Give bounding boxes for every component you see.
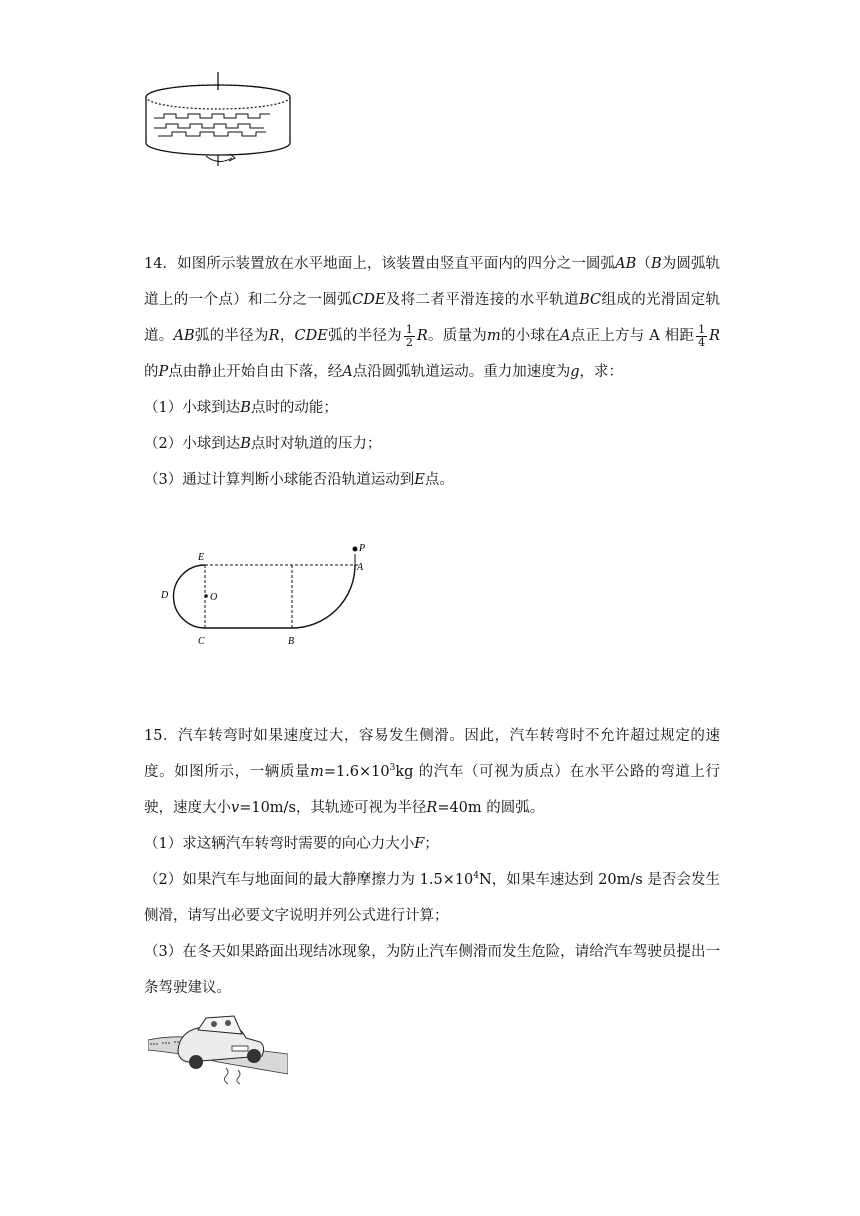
force-symbol: F xyxy=(414,836,425,852)
stem-text: 的小球在 xyxy=(500,328,560,344)
label-a: A xyxy=(357,562,364,573)
point-e-label: E xyxy=(414,472,425,488)
stem-text: 汽车转弯时如果速度过大，容易发生侧滑。因此，汽车转弯时不允许超过规定的速度。如图所示，一辆质量 xyxy=(144,728,720,780)
stem-text: ， xyxy=(279,328,295,344)
point-b-label: B xyxy=(240,400,251,416)
part-text: N，如果车速达到 20m/s 是否会发生侧滑，请写出必要文字说明并列公式进行计算； xyxy=(144,872,720,924)
stem-text: 组成的光滑固定轨道。 xyxy=(144,292,721,344)
question-14-stem xyxy=(144,246,720,390)
question-14-part-2 xyxy=(144,426,720,462)
track-diagram-figure xyxy=(155,540,375,650)
stem-text: 点沿圆弧轨道运动。重力加速度为 xyxy=(352,364,571,380)
point-p-label: P xyxy=(158,364,169,380)
stem-text: 点由静止开始自由下落，经 xyxy=(168,364,343,380)
part-text: （3）通过计算判断小球能否沿轨道运动到 xyxy=(144,472,415,488)
arc-ab-label: AB xyxy=(615,256,637,272)
part-text: （2）小球到达 xyxy=(144,436,241,452)
point-b-label: B xyxy=(240,436,251,452)
label-e: E xyxy=(198,552,205,563)
point-a-label: A xyxy=(342,364,353,380)
stem-text: 点正上方与 A 相距 xyxy=(570,328,695,344)
question-15-stem xyxy=(144,718,720,826)
track-bc-label: BC xyxy=(579,292,602,308)
fraction-one-quarter xyxy=(696,324,707,349)
stem-text: kg 的汽车（可视为质点）在水平公路的弯道上行驶，速度大小 xyxy=(144,764,720,816)
stem-text: 为圆弧轨道上的一个点）和二分之一圆弧 xyxy=(144,256,721,308)
car-skidding-illustration xyxy=(148,1010,288,1090)
stem-text: =1.6×10 xyxy=(323,764,390,780)
arc-cde-label: CDE xyxy=(294,328,328,344)
question-15-part-2 xyxy=(144,862,720,934)
fraction-denominator: 4 xyxy=(698,335,706,349)
stem-text: =10m/s，其轨迹可视为半径 xyxy=(239,800,427,816)
stem-text: =40m 的圆弧。 xyxy=(437,800,545,816)
point-a-label: A xyxy=(559,328,571,344)
fraction-numerator: 1 xyxy=(698,322,706,336)
part-text: ； xyxy=(424,836,439,852)
rotating-cylinder-figure xyxy=(140,70,300,170)
question-15 xyxy=(144,718,720,1006)
question-15-part-1 xyxy=(144,826,720,862)
stem-text: 如图所示装置放在水平地面上，该装置由竖直平面内的四分之一圆弧 xyxy=(177,256,616,272)
velocity-symbol: v xyxy=(231,800,240,816)
label-b: B xyxy=(288,636,295,647)
fraction-numerator: 1 xyxy=(405,322,413,336)
gravity-symbol: g xyxy=(570,364,580,380)
arc-cde-label: CDE xyxy=(352,292,386,308)
part-text: （3）在冬天如果路面出现结冰现象，为防止汽车侧滑而发生危险，请给汽车驾驶员提出一条驾驶建议。 xyxy=(144,944,720,996)
part-text: 点时的动能； xyxy=(250,400,338,416)
part-text: （2）如果汽车与地面间的最大静摩擦力为 1.5×10 xyxy=(144,872,474,888)
part-text: （1）求这辆汽车转弯时需要的向心力大小 xyxy=(144,836,415,852)
exponent: 3 xyxy=(389,763,396,774)
radius-symbol: R xyxy=(416,328,428,344)
stem-text: ，求： xyxy=(579,364,624,380)
point-b-label: B xyxy=(650,256,662,272)
stem-text: 的 xyxy=(144,364,159,380)
label-p: P xyxy=(359,543,366,554)
question-14 xyxy=(144,246,720,498)
mass-symbol: m xyxy=(310,764,324,780)
radius-symbol: R xyxy=(709,328,721,344)
question-14-number: 14． xyxy=(144,256,178,272)
radius-symbol: R xyxy=(268,328,280,344)
stem-text: 。质量为 xyxy=(427,328,487,344)
fraction-denominator: 2 xyxy=(405,335,413,349)
part-text: （1）小球到达 xyxy=(144,400,241,416)
part-text: 点时对轨道的压力； xyxy=(250,436,382,452)
label-o: O xyxy=(210,592,218,603)
exponent: 4 xyxy=(473,871,480,882)
question-14-part-3 xyxy=(144,462,720,498)
mass-symbol: m xyxy=(487,328,501,344)
label-d: D xyxy=(161,590,169,601)
stem-text: 及将二者平滑连接的水平轨道 xyxy=(385,292,580,308)
stem-text: 弧的半径为 xyxy=(327,328,402,344)
radius-symbol: R xyxy=(426,800,438,816)
stem-text: 弧的半径为 xyxy=(194,328,269,344)
label-c: C xyxy=(198,636,205,647)
question-15-number: 15． xyxy=(144,728,179,744)
arc-ab-label: AB xyxy=(173,328,195,344)
stem-text: （ xyxy=(636,256,651,272)
part-text: 点。 xyxy=(424,472,454,488)
question-15-part-3 xyxy=(144,934,720,1006)
fraction-one-half xyxy=(404,324,415,349)
question-14-part-1 xyxy=(144,390,720,426)
